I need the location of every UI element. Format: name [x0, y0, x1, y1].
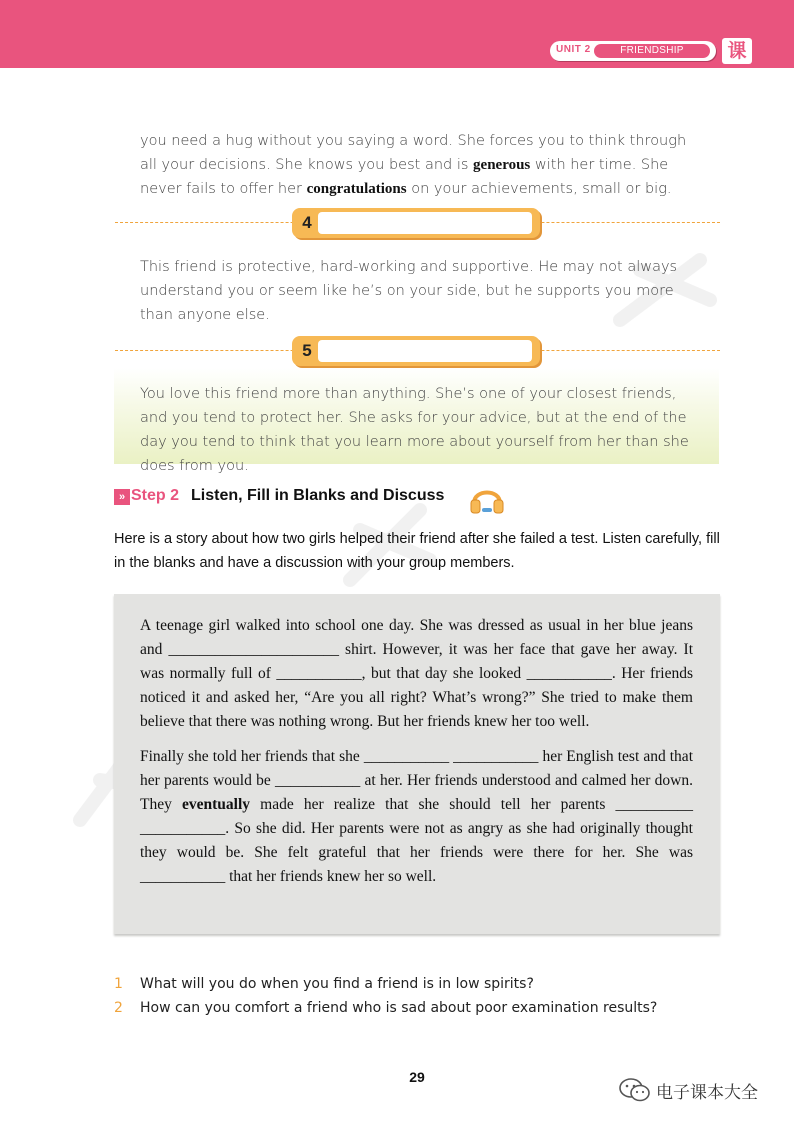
box-number: 4: [302, 213, 312, 232]
step-title: Listen, Fill in Blanks and Discuss: [191, 487, 445, 504]
answer-box-4: [292, 208, 540, 238]
chevron-icon: »: [114, 489, 130, 505]
wechat-account-name: 电子课本大全: [656, 1083, 758, 1103]
text-run: on your achievements, small or big.: [406, 181, 672, 197]
step-label: Step 2: [131, 487, 180, 504]
friend-description-5: You love this friend more than anything. She’s one of your closest friends, and you tend to protect her. She asks for your advice, but at the end of the day you tend to think that you learn more about yourself from her than she does from you.: [140, 386, 689, 474]
headphones-icon[interactable]: [469, 481, 505, 515]
question-number: 2: [114, 1000, 123, 1016]
unit-badge: [550, 41, 716, 61]
step-2-instructions: Here is a story about how two girls helped their friend after she failed a test. Listen carefully, fill in the blanks and have a discussion with your group members.: [114, 531, 720, 571]
unit-theme: FRIENDSHIP: [594, 44, 710, 58]
vocab-generous: generous: [473, 157, 531, 173]
story-paragraph-1: A teenage girl walked into school one day. She was dressed as usual in her blue jeans and ______________________ shirt. However, it was her face that gave her away. It was normally full of ___________, but that day she looked ___________. Her friends noticed it and asked her, “Are you all right? What’s wrong?” She tried to make them believe that there was nothing wrong. But her friends knew her too well.: [140, 617, 693, 730]
question-text: How can you comfort a friend who is sad about poor examination results?: [140, 1000, 658, 1016]
text-run: with her time. She never fails to offer her: [140, 157, 669, 197]
publisher-logo: 课: [722, 38, 752, 64]
unit-label: UNIT 2: [556, 44, 591, 55]
story-paragraph-2: [140, 745, 693, 889]
friend-description-3: [140, 129, 695, 201]
text-run: you need a hug without you saying a word. She forces you to think through all your decisions. She knows you best and is: [140, 133, 687, 173]
vocab-congratulations: congratulations: [306, 181, 407, 197]
text-run: made her realize that she should tell her parents __________ ___________. So she did. Her parents were not as angry as she had originally thought they would be. She felt grateful that her friends were there for her. She was ___________ that her friends knew her so well.: [140, 796, 693, 885]
answer-blank-4[interactable]: [318, 212, 532, 234]
friend-description-4: This friend is protective, hard-working and supportive. He may not always understand you or seem like he’s on your side, but he supports you more than anyone else.: [140, 259, 678, 323]
page-number: 29: [409, 1069, 425, 1085]
question-text: What will you do when you find a friend is in low spirits?: [140, 976, 534, 992]
question-number: 1: [114, 976, 123, 992]
vocab-eventually: eventually: [181, 796, 251, 813]
answer-box-5: [292, 336, 540, 366]
wechat-icon: [618, 1077, 652, 1103]
text-run: Finally she told her friends that she ___________ ___________ her English test and that her parents would be ___________ at her. Her friends understood and calmed her down. They: [140, 748, 693, 813]
header-bar: [0, 0, 794, 68]
answer-blank-5[interactable]: [318, 340, 532, 362]
box-number: 5: [302, 341, 312, 360]
